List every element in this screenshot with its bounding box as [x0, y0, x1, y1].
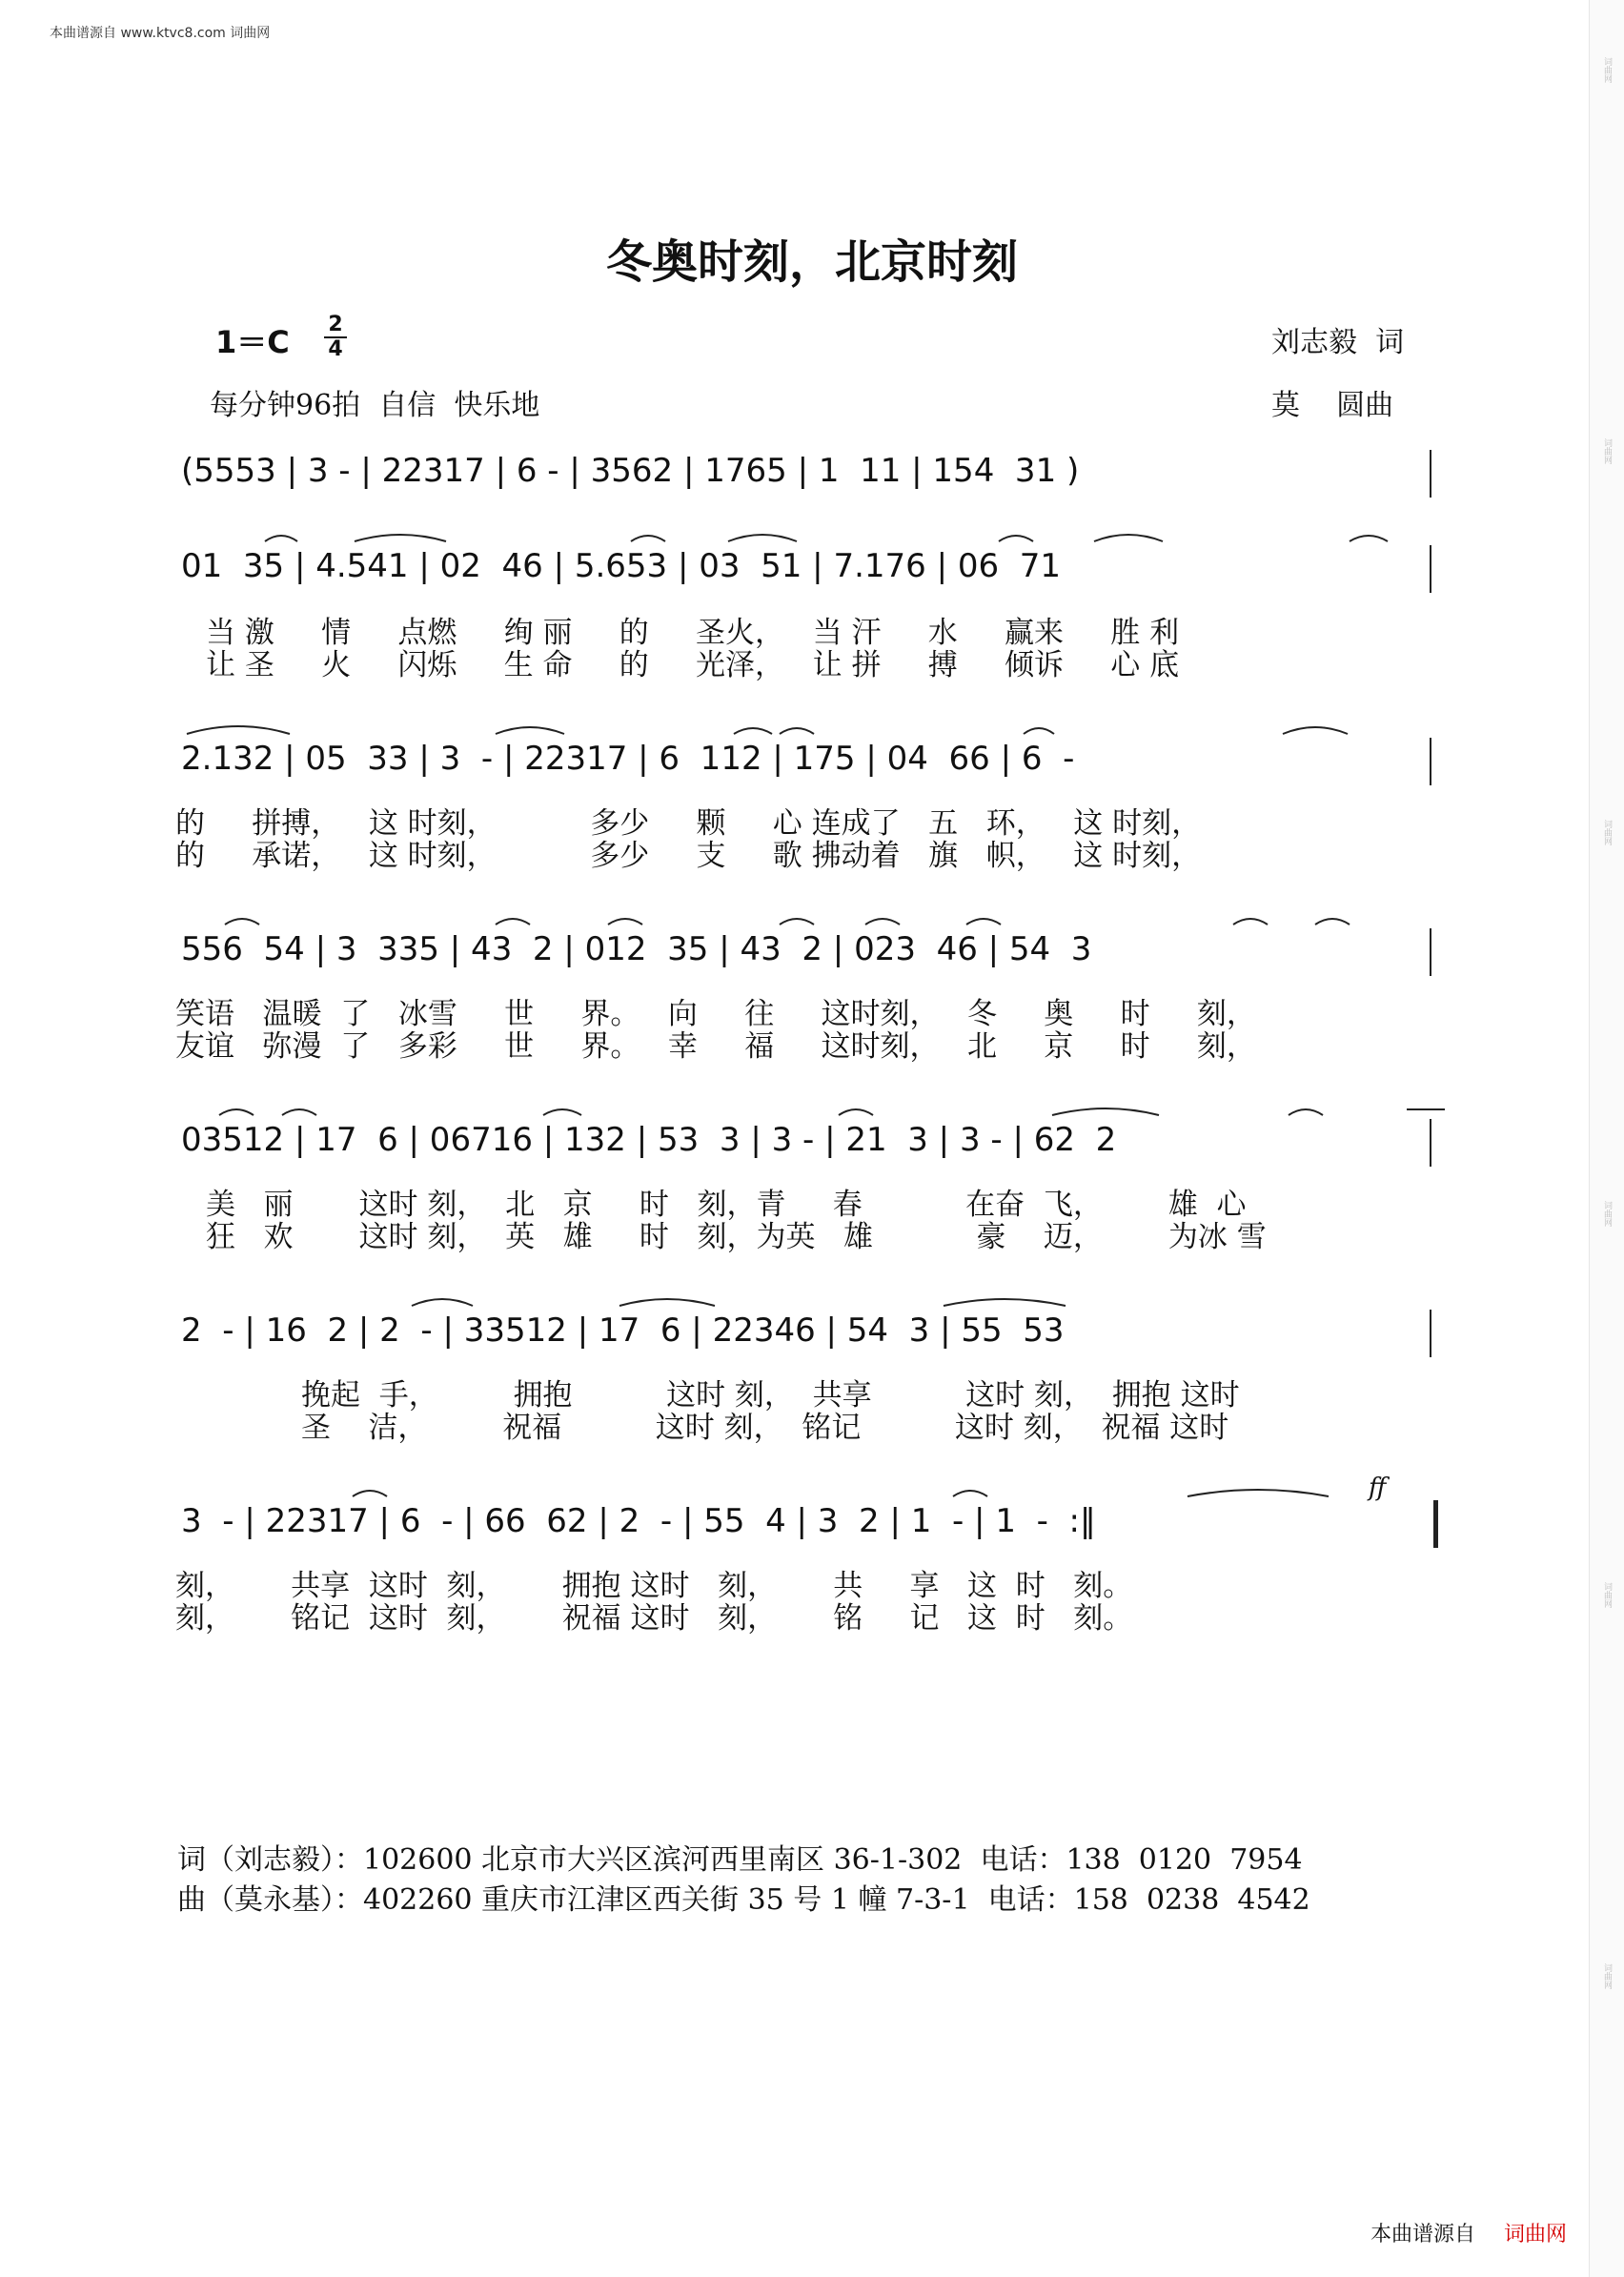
footer-source: 本曲谱源自: [1370, 2223, 1476, 2247]
side-watermark: 词曲网: [1602, 1201, 1612, 1227]
lyric-verse-2: 圣 洁， 祝福 这时 刻， 铭记 这时 刻， 祝福 这时: [301, 1411, 1229, 1445]
footer-site-link[interactable]: 词曲网: [1504, 2223, 1568, 2247]
notation-line: 03512 | 17 6 | 06716 | 132 | 53 3 | 3 - | 21 3 | 3 - | 62 2: [181, 1121, 1117, 1159]
lyricist-credit: 刘志毅 词: [1271, 326, 1405, 359]
composer-credit: 莫 圆曲: [1271, 389, 1394, 422]
lyric-verse-1: 美 丽 这时 刻， 北 京 时 刻，青 春 在奋 飞， 雄 心: [206, 1188, 1247, 1222]
lyric-verse-1: 笑语 温暖 了 冰雪 世 界。 向 往 这时刻， 冬 奥 时 刻，: [175, 997, 1256, 1031]
lyric-verse-2: 友谊 弥漫 了 多彩 世 界。 幸 福 这时刻， 北 京 时 刻，: [175, 1029, 1256, 1064]
song-title: 冬奥时刻，北京时刻: [605, 235, 1018, 289]
notation-line: 2.132 | 05 33 | 3 - | 22317 | 6 112 | 175 | 04 66 | 6 -: [181, 740, 1075, 778]
slur: [1350, 536, 1388, 541]
time-signature-top: 2: [328, 313, 343, 336]
slur: [944, 1299, 1066, 1306]
slur: [543, 1109, 581, 1115]
slur: [355, 535, 446, 541]
slur: [1024, 728, 1054, 734]
slur: [734, 728, 772, 734]
lyric-verse-1: 的 拼搏， 这 时刻， 多少 颗 心 连成了 五 环， 这 时刻，: [175, 806, 1202, 841]
slur: [496, 727, 564, 734]
lyric-verse-1: 当 激 情 点燃 绚 丽 的 圣火， 当 汗 水 赢来 胜 利: [206, 616, 1180, 650]
slur: [1283, 727, 1348, 734]
slur: [1289, 1109, 1323, 1115]
lyric-verse-1: 挽起 手， 拥抱 这时 刻， 共享 这时 刻， 拥抱 这时: [301, 1378, 1240, 1413]
side-watermark: 词曲网: [1602, 57, 1612, 83]
slur: [1233, 919, 1268, 925]
side-watermark: 词曲网: [1602, 1963, 1612, 1989]
slur: [282, 1109, 316, 1115]
notation-line: 2 - | 16 2 | 2 - | 33512 | 17 6 | 22346 | 54 3 | 55 53: [181, 1311, 1065, 1350]
slur: [953, 1491, 987, 1496]
lyric-verse-1: 刻， 共享 这时 刻， 拥抱 这时 刻， 共 享 这 时 刻。: [175, 1569, 1133, 1603]
slur: [225, 919, 259, 925]
side-watermark: 词曲网: [1602, 438, 1612, 464]
slur: [999, 536, 1033, 541]
slur: [1188, 1490, 1329, 1496]
slur: [780, 728, 814, 734]
slur: [496, 919, 530, 925]
notation-line-final: 3 - | 22317 | 6 - | 66 62 | 2 - | 55 4 | 3 2 | 1 - | 1 - :‖: [181, 1502, 1096, 1540]
slur: [412, 1299, 473, 1306]
slur: [608, 919, 642, 925]
notation-line: 556 54 | 3 335 | 43 2 | 012 35 | 43 2 | 023 46 | 54 3: [181, 930, 1092, 968]
slur: [619, 1299, 715, 1306]
tempo-marking: 每分钟96拍 自信 快乐地: [210, 389, 540, 422]
lyric-verse-2: 让 圣 火 闪烁 生 命 的 光泽， 让 拼 搏 倾诉 心 底: [206, 648, 1180, 682]
key-signature: 1＝C: [215, 324, 290, 360]
lyric-verse-2: 的 承诺， 这 时刻， 多少 支 歌 拂动着 旗 帜， 这 时刻，: [175, 839, 1202, 873]
lyric-verse-2: 狂 欢 这时 刻， 英 雄 时 刻，为英 雄 豪 迈， 为冰 雪: [206, 1220, 1267, 1254]
slur: [353, 1491, 387, 1496]
slur: [839, 1109, 873, 1115]
slur: [865, 919, 900, 925]
slur: [1052, 1108, 1159, 1115]
slur: [780, 919, 814, 925]
contact-lyricist: 词（刘志毅）：102600 北京市大兴区滨河西里南区 36-1-302 电话：138 0120 7954: [177, 1843, 1303, 1877]
slur: [728, 535, 797, 541]
slur: [219, 1109, 254, 1115]
slur: [1315, 919, 1350, 925]
dynamic-mark-ff: ff: [1369, 1474, 1387, 1502]
time-signature-bottom: 4: [328, 337, 343, 361]
slur: [187, 726, 290, 734]
side-watermark: 词曲网: [1602, 1582, 1612, 1608]
slur: [966, 919, 1001, 925]
slur: [265, 536, 297, 541]
source-header: 本曲谱源自 www.ktvc8.com 词曲网: [50, 26, 271, 41]
side-watermark: 词曲网: [1602, 820, 1612, 845]
contact-composer: 曲（莫永基）：402260 重庆市江津区西关街 35 号 1 幢 7-3-1 电话：158 0238 4542: [177, 1883, 1310, 1917]
slur: [631, 536, 665, 541]
notation-line: 01 35 | 4.541 | 02 46 | 5.653 | 03 51 | 7.176 | 06 71: [181, 547, 1061, 585]
notation-line-intro: (5553 | 3 - | 22317 | 6 - | 3562 | 1765 | 1 11 | 154 31 ): [181, 452, 1080, 490]
lyric-verse-2: 刻， 铭记 这时 刻， 祝福 这时 刻， 铭 记 这 时 刻。: [175, 1601, 1133, 1636]
slur: [1094, 535, 1163, 541]
